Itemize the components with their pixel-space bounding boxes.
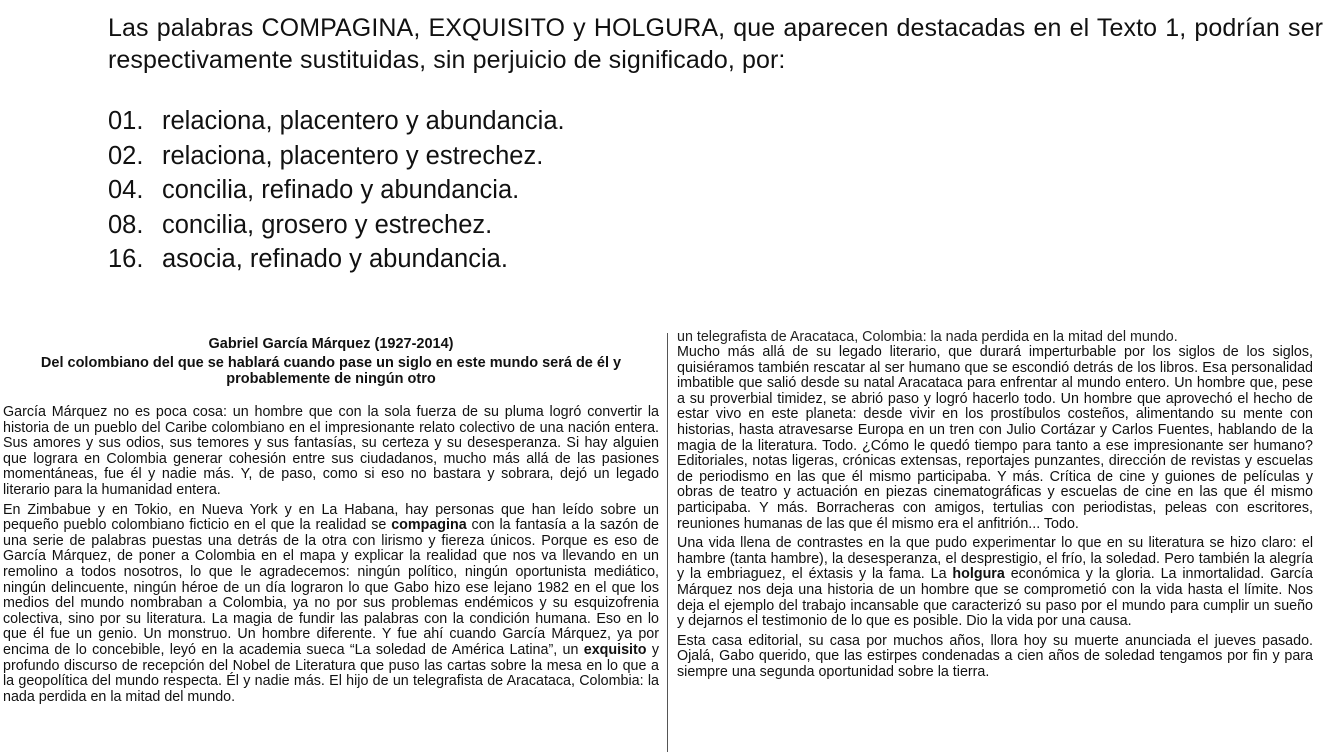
article-paragraph-4 bbox=[677, 536, 1313, 630]
option-08[interactable] bbox=[108, 208, 565, 243]
article-paragraph-2 bbox=[3, 503, 659, 706]
highlighted-word-compagina: compagina bbox=[391, 517, 467, 534]
column-divider bbox=[667, 333, 668, 752]
option-text: concilia, grosero y estrechez. bbox=[162, 210, 493, 239]
article-paragraph-1: García Márquez no es poca cosa: un hombre que con la sola fuerza de su pluma logró convertir la historia de un pueblo del Caribe colombiano en el impresionante relato colectivo de una nación entera. Sus amores y sus odios, sus temores y sus fantasías, su certeza y su desesperanza. Si hay alguien que lograra en Colombia generar cohesión entre sus ciudadanos, mucho más allá de las pasiones momentáneas, fue él y nadie más. Y, de paso, como si eso no bastara y sobrara, dejó un legado literario para la humanidad entera. bbox=[3, 404, 659, 498]
option-02[interactable] bbox=[108, 139, 565, 174]
paragraph-text: Una vida llena de contrastes en la que pudo experimentar lo que en su literatura se hizo claro: el hambre (tanta hambre), la desesperanza, el desprestigio, el frío, la soledad. Pero también la alegría y la embriaguez, el éxtasis y la fama. La bbox=[677, 535, 1313, 583]
option-number: 04. bbox=[108, 176, 144, 204]
option-number: 08. bbox=[108, 210, 144, 239]
article-subtitle: Del colombiano del que se hablará cuando pase un siglo en este mundo será de él y probablemente de ningún otro bbox=[40, 355, 622, 387]
answer-options bbox=[108, 104, 565, 277]
paragraph-text: En Zimbabue y en Tokio, en Nueva York y en La Habana, hay personas que han leído sobre un pequeño pueblo colombiano ficticio en el que la realidad se bbox=[3, 501, 659, 534]
article-title: Gabriel García Márquez (1927-2014) bbox=[208, 336, 454, 352]
option-number: 16. bbox=[108, 245, 144, 273]
paragraph-text: económica y la gloria. La inmortalidad. García Márquez nos deja una historia de un hombre que se comprometió con la vida hasta el límite. Nos deja el ejemplo del trabajo incansable que caracterizó su paso por el mundo para cumplir un sueño y dejarnos el testimonio de lo que es posible. Dio la vida por una causa. bbox=[677, 566, 1313, 630]
question-text: Las palabras COMPAGINA, EXQUISITO y HOLGURA, que aparecen destacadas en el Texto 1, podrían ser respectivamente sustituidas, sin perjuicio de significado, por: bbox=[108, 14, 1323, 74]
article-paragraph-5: Esta casa editorial, su casa por muchos años, llora hoy su muerte anunciada el jueves pasado. Ojalá, Gabo querido, que las estirpes condenadas a cien años de soledad tengamos por fin y para siempre una segunda oportunidad sobre la tierra. bbox=[677, 632, 1313, 680]
option-text: relaciona, placentero y estrechez. bbox=[162, 141, 544, 170]
highlighted-word-holgura: holgura bbox=[952, 566, 1005, 583]
paragraph-text: con la fantasía a la sazón de una serie de palabras puestas una detrás de la otra con lirismo y fiereza únicos. Porque es eso de García Márquez, de poner a Colombia en el mapa y explicar la realidad que nos va llevando en un remolino a todos nosotros, lo que le agradecemos: ningún político, ningún oportunista mediático, ningún delincuente, ningún héroe de un día lograron lo que Gabo hizo ese lejano 1982 en el que los medios del mundo nombraban a Colombia, ya no por sus problemas endémicos y su esquizofrenia colectiva, sino por su literatura. La magia de fundir las palabras con la condición humana. Eso en lo que él fue un genio. Un monstruo. Un hombre diferente. Y fue ahí cuando García Márquez, ya por encima de lo concebible, leyó en la academia sueca “La soledad de América Latina”, un bbox=[3, 517, 659, 658]
option-text: relaciona, placentero y abundancia. bbox=[162, 107, 565, 135]
option-text: asocia, refinado y abundancia. bbox=[162, 245, 508, 273]
option-number: 02. bbox=[108, 141, 144, 170]
cut-off-text: un telegrafista de Aracataca, Colombia: la nada perdida en la mitad del mundo. bbox=[677, 329, 1178, 345]
article-left-column bbox=[3, 336, 659, 709]
option-text: concilia, refinado y abundancia. bbox=[162, 176, 520, 204]
option-number: 01. bbox=[108, 107, 144, 135]
option-04[interactable] bbox=[108, 173, 565, 208]
article-paragraph-3: Mucho más allá de su legado literario, que durará imperturbable por los siglos de los siglos, quisiéramos también rescatar al ser humano que se escondió detrás de los libros. Esa personalidad imbatible que salió desde su natal Aracataca para enfrentar al mundo entero. Un hombre que, pese a su proverbial timidez, se abrió paso y logró hacerlo todo. Un hombre que aprovechó el hecho de estar vivo en este planeta: desde vivir en los prostíbulos costeños, alimentando su mente con historias, hasta atravesarse Europa en un tren con Julio Cortázar y Carlos Fuentes, hablando de la magia de la literatura. Todo. ¿Cómo le quedó tiempo para tanto a ese impresionante ser humano? Editoriales, notas ligeras, crónicas extensas, reportajes punzantes, dirección de revistas y escuelas de periodismo en las que él mismo participaba. Y más. Crítica de cine y guiones de películas y obras de teatro y actuación en piezas cinematográficas y escuelas de cine en las que él mismo participaba. Y más. Borracheras con amigos, tertulias con periodistas, peleas con escritores, reuniones humanas de las que él mismo era el anfitrión... Todo. bbox=[677, 344, 1313, 532]
option-01[interactable] bbox=[108, 104, 565, 139]
paragraph-text: y profundo discurso de recepción del Nobel de Literatura que puso las cartas sobre la mesa en lo que a la geopolítica del mundo respecta. Él y nadie más. El hijo de un telegrafista de Aracataca, Colombia: la nada perdida en la mitad del mundo. bbox=[3, 641, 659, 705]
highlighted-word-exquisito: exquisito bbox=[583, 641, 647, 658]
article-right-column bbox=[677, 345, 1313, 684]
option-16[interactable] bbox=[108, 242, 565, 277]
